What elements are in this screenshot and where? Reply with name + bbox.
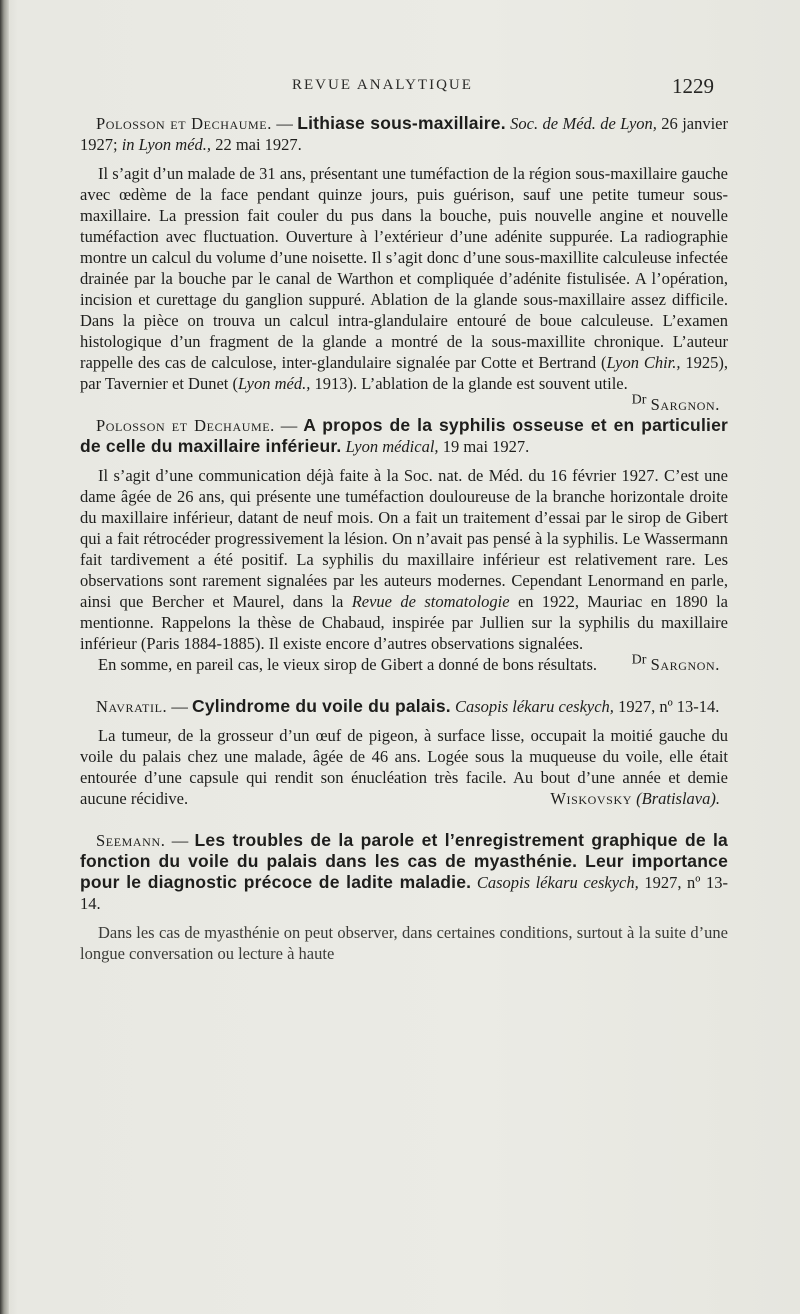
summary-text: Il s’agit d’une communication déjà faite à la Soc. nat. de Méd. du 16 février 1927. C’est une dame âgée de 26 ans, qui présente une tuméfaction douloureuse de la branche horizontale droite du maxillaire inférieur, datant de neuf mois. On a fait un traitement d’essai par le sirop de Gibert qui a fait rétrocéder progressivement la lésion. On n’avait pas pensé à la syphilis. Le Wassermann fait tardivement a été positif. La syphilis du maxillaire inférieur est relativement rare. Les observations sont rarement signalées par les auteurs modernes. Cependant Lenormand en parle, ainsi que Bercher et Maurel, dans la: [80, 466, 728, 611]
article-title: Les troubles de la parole et l’enregistrement graphique de la fonction du voile du palais dans les cas de myasthénie. Leur importance pour le diagnostic précoce de ladite maladie.: [80, 830, 728, 892]
summary-text-end: en 1922, Mauriac en 1890 la mentionne. Rappelons la thèse de Chabaud, inspirée par Jullien sur la syphilis du maxillaire inférieur (Paris 1884-1885). Il existe encore d’autres observations signalées.: [80, 592, 728, 653]
summary: [80, 922, 728, 964]
source-tail: 1927, nº 13-14.: [80, 873, 728, 913]
citation: [80, 830, 728, 914]
article-column: [80, 113, 728, 985]
page-number: 1229: [672, 74, 714, 98]
running-head: [0, 74, 800, 100]
signature-prefix: Dr: [631, 652, 647, 668]
summary-text-mid: 1925), par Tavernier et Dunet (: [80, 353, 728, 393]
dash: —: [274, 416, 304, 435]
summary-text: Dans les cas de myasthénie on peut observer, dans certaines conditions, surtout à la suite d’une longue conversation ou lecture à haute: [80, 923, 728, 963]
journal-title: REVUE ANALYTIQUE: [292, 77, 473, 93]
review-entry-lithiase: [80, 113, 728, 414]
summary-text: En somme, en pareil cas, le vieux sirop de Gibert a donné de bons résultats.: [98, 655, 597, 674]
article-title: A propos de la syphilis osseuse et en particulier de celle du maxillaire inférieur.: [80, 415, 729, 456]
authors: Polosson et Dechaume.: [96, 416, 275, 435]
authors: Navratil.: [96, 697, 168, 716]
signature-name: Sargnon.: [650, 655, 720, 674]
authors: Seemann.: [96, 831, 166, 850]
citation: [80, 113, 728, 155]
source-in: in Lyon méd.,: [121, 135, 212, 154]
summary-text: La tumeur, de la grosseur d’un œuf de pigeon, à surface lisse, occupait la moitié gauche du voile du palais chez une malade, âgée de 46 ans. Logée sous la muqueuse du voile, elle était entourée d’une capsule qui rendit son énucléation très facile. Au bout d’une année et demie aucune récidive.: [80, 726, 728, 808]
reviewer-signature: [532, 788, 728, 809]
summary-conclusion: [80, 654, 728, 675]
source-journal: Soc. de Méd. de Lyon,: [510, 114, 657, 133]
signature-name: Sargnon.: [650, 395, 720, 414]
reviewer-signature: [614, 394, 728, 415]
review-entry-cylindrome: [80, 696, 728, 809]
review-entry-syphilis: [80, 415, 728, 675]
summary-ref: Lyon méd.,: [237, 374, 311, 393]
source-tail: 1927, nº 13-14.: [613, 697, 720, 716]
article-title: Cylindrome du voile du palais.: [191, 696, 451, 716]
article-title: Lithiase sous-maxillaire.: [297, 113, 506, 133]
review-entry-myasthenie: [80, 830, 728, 964]
citation: [80, 696, 728, 717]
summary-ref: Lyon Chir.,: [606, 353, 681, 372]
source-tail: 19 mai 1927.: [438, 437, 530, 456]
source-journal: Lyon médical,: [345, 437, 439, 456]
signature-location: (Bratislava).: [636, 789, 720, 808]
source-journal: Casopis lékaru ceskych,: [454, 697, 614, 716]
dash: —: [167, 697, 192, 716]
summary: [80, 163, 728, 414]
dash: —: [271, 114, 298, 133]
authors: Polosson et Dechaume.: [96, 114, 272, 133]
source-journal: Casopis lékaru ceskych,: [476, 873, 639, 892]
citation: [80, 415, 728, 457]
summary: [80, 725, 728, 809]
reviewer-signature: [614, 654, 728, 675]
signature-name: Wiskovsky: [550, 789, 632, 808]
summary-text: Il s’agit d’un malade de 31 ans, présentant une tuméfaction de la région sous-maxillaire gauche avec œdème de la face pendant quinze jours, puis guérison, sauf une petite tumeur sous-maxillaire. La pression fait couler du pus dans la bouche, puis nouvelle angine et nouvelle tuméfaction avec fluctuation. Ouverture à l’extérieur d’une adénite suppurée. La radiographie montre un calcul du volume d’une noisette. Il s’agit donc d’une sous-maxillite calculeuse infectée drainée par la bouche par le canal de Warthon et compliquée d’adénite fistulisée. A l’opération, incision et curettage du ganglion suppuré. Ablation de la glande sous-maxillaire assez difficile. Dans la pièce on trouva un calcul intra-glandulaire entouré de boue calculeuse. L’examen histologique d’un fragment de la glande a montré de la sous-maxillite chronique. L’auteur rappelle des cas de calculose, inter-glandulaire signalée par Cotte et Bertrand (: [80, 164, 728, 372]
summary-text-end: 1913). L’ablation de la glande est souvent utile.: [310, 374, 628, 393]
dash: —: [165, 831, 195, 850]
binding-edge: [0, 0, 9, 1314]
summary: [80, 465, 728, 654]
signature-prefix: Dr: [631, 392, 647, 408]
source-tail: 22 mai 1927.: [211, 135, 302, 154]
summary-ref: Revue de stomatologie: [351, 592, 510, 611]
source-date: 26 janvier 1927;: [80, 114, 728, 154]
